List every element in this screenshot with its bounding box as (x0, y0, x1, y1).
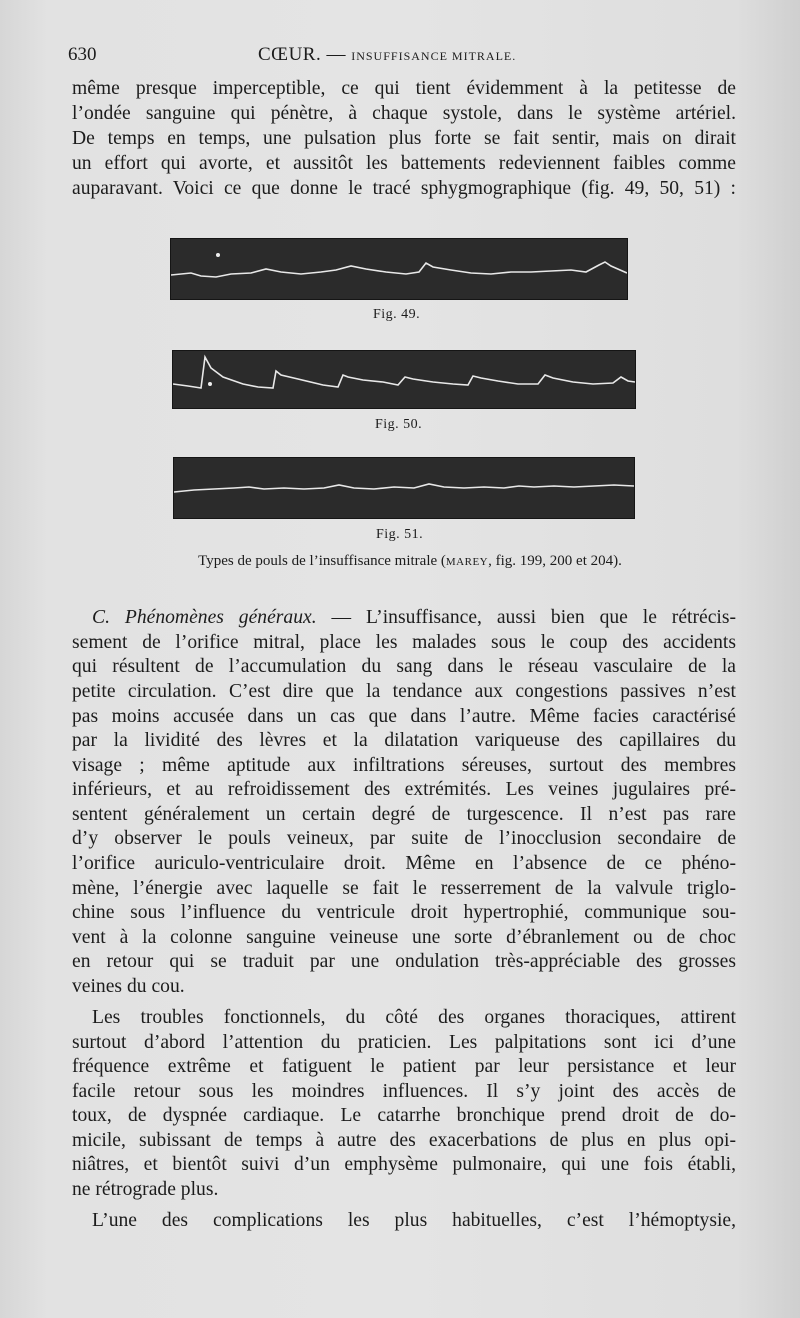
text-line: niâtres, et bientôt suivi d’un emphysème pulmonaire, qui une fois établi, (72, 1154, 736, 1175)
text-line: l’orifice auriculo-ventriculaire droit. Même en l’absence de ce phéno- (72, 853, 736, 874)
running-head-sub: INSUFFISANCE MITRALE. (351, 49, 517, 63)
pulse-trace-49 (171, 239, 627, 299)
running-head-main: CŒUR. — (258, 44, 346, 65)
figure-caption (150, 553, 670, 570)
caption-before: Types de pouls de l’insuffisance mitrale ( (198, 553, 446, 569)
text-line: micile, subissant de temps à autre des exacerbations de plus en plus opi- (72, 1130, 736, 1151)
text-line: petite circulation. C’est dire que la tendance aux congestions passives n’est (72, 681, 736, 702)
text-line: veines du cou. (72, 976, 185, 997)
text-line: pas moins accusée dans un cas que dans l’autre. Même facies caractérisé (72, 706, 736, 727)
pulse-trace-51 (174, 458, 634, 518)
text-line: par la lividité des lèvres et la dilatation variqueuse des capillaires du (72, 730, 736, 751)
text-line: un effort qui avorte, et aussitôt les battements redeviennent faibles comme (72, 153, 736, 174)
text-line: sement de l’orifice mitral, place les malades sous le coup des accidents (72, 632, 736, 653)
text-line: auparavant. Voici ce que donne le tracé sphygmographique (fig. 49, 50, 51) : (72, 178, 736, 199)
text-line: vent à la colonne sanguine veineuse une sorte d’ébranlement ou de choc (72, 927, 736, 948)
text-line: qui résultent de l’accumulation du sang dans le réseau vasculaire de la (72, 656, 736, 677)
text-line: même presque imperceptible, ce qui tient évidemment à la petitesse de (72, 78, 736, 99)
text-line: fréquence extrême et fatiguent le patient par leur persistance et leur (72, 1056, 736, 1077)
caption-author: MAREY (445, 556, 489, 568)
text-line: en retour qui se traduit par une ondulation très-appréciable des grosses (72, 951, 736, 972)
text-line: d’y observer le pouls veineux, par suite de l’inocclusion secondaire de (72, 828, 736, 849)
figure-49-label: Fig. 49. (373, 307, 421, 322)
figure-50-tracing (172, 350, 636, 409)
text-line: L’une des complications les plus habituelles, c’est l’hémoptysie, (92, 1210, 736, 1231)
figure-51-label: Fig. 51. (376, 527, 424, 542)
text-line: sentent généralement un certain degré de turgescence. Il n’est pas rare (72, 804, 736, 825)
text-line: De temps en temps, une pulsation plus forte se fait sentir, mais on dirait (72, 128, 736, 149)
text-line: mène, l’énergie avec laquelle se fait le resserrement de la valvule triglo- (72, 878, 736, 899)
text-line: facile retour sous les moindres influences. Il s’y joint des accès de (72, 1081, 736, 1102)
text-line: surtout d’abord l’attention du praticien. Les palpitations sont ici d’une (72, 1032, 736, 1053)
text-line: chine sous l’influence du ventricule droit hypertrophié, communique sou- (72, 902, 736, 923)
page-header (68, 44, 738, 72)
caption-after: , fig. 199, 200 et 204). (488, 553, 622, 569)
text-line: l’ondée sanguine qui pénètre, à chaque systole, dans le système artériel. (72, 103, 736, 124)
figure-50-label: Fig. 50. (375, 417, 423, 432)
section-title: C. Phénomènes généraux. (92, 607, 317, 628)
text-line: inférieurs, et au refroidissement des extrémités. Les veines jugulaires pré- (72, 779, 736, 800)
figure-49-tracing (170, 238, 628, 300)
running-head (258, 44, 516, 66)
section-first-line: — L’insuffisance, aussi bien que le rétrécis- (316, 607, 736, 628)
text-line: visage ; même aptitude aux infiltrations séreuses, surtout des membres (72, 755, 736, 776)
text-line: ne rétrograde plus. (72, 1179, 219, 1200)
text-line: Les troubles fonctionnels, du côté des organes thoraciques, attirent (92, 1007, 736, 1028)
text-line (72, 606, 736, 630)
page-number: 630 (68, 44, 97, 65)
figure-51-tracing (173, 457, 635, 519)
pulse-trace-50 (173, 351, 635, 408)
text-line: toux, de dyspnée cardiaque. Le catarrhe bronchique prend droit de do- (72, 1105, 736, 1126)
